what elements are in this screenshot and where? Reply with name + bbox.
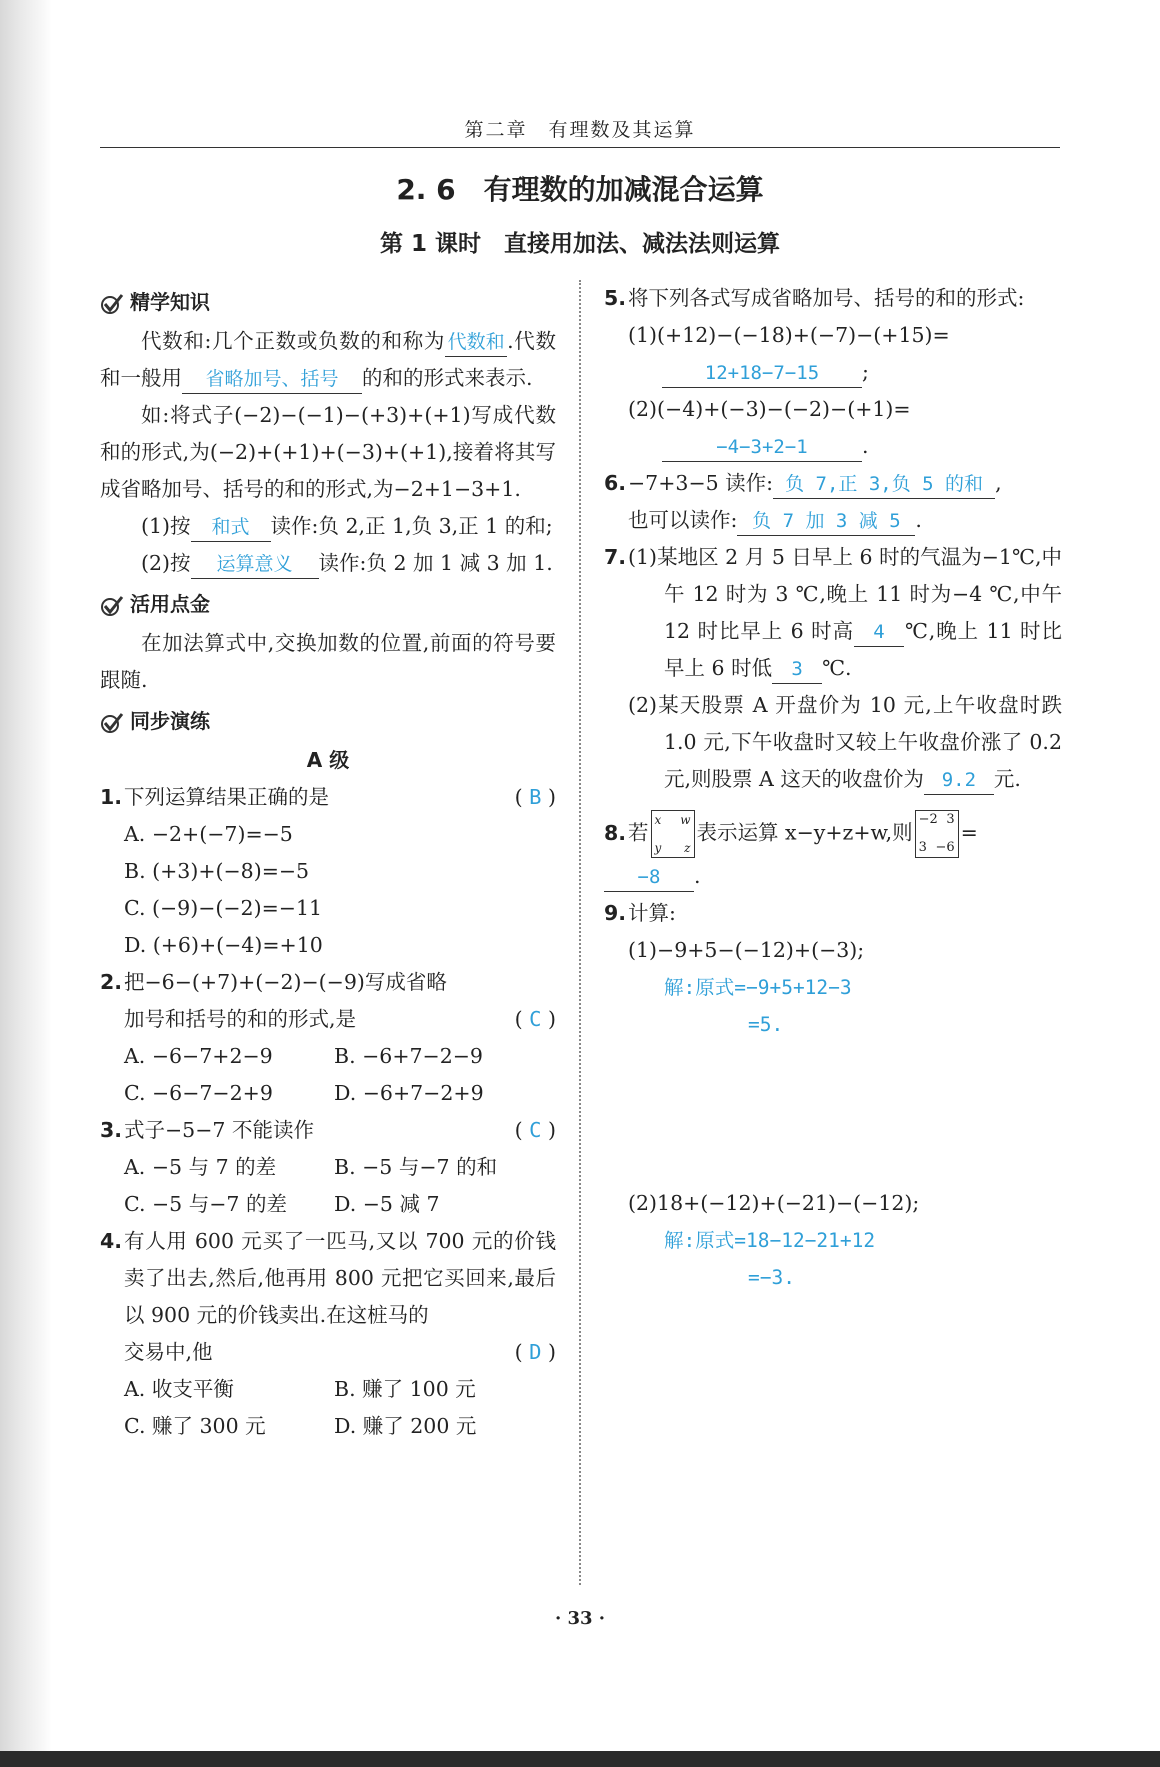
- answer-bracket: ( D ): [514, 1340, 556, 1364]
- operation-box: x w y z: [651, 810, 695, 858]
- knowledge-reading-1: (1)按 和式 读作:负 2,正 1,负 3,正 1 的和;: [100, 508, 556, 545]
- option-row: C. −5 与−7 的差 D. −5 减 7: [124, 1192, 440, 1216]
- knowledge-example: 如:将式子(−2)−(−1)−(+3)+(+1)写成代数和的形式,为(−2)+(+1)+(−3)+(+1),接着将其写成省略加号、括号的和的形式,为−2+1−3+1.: [100, 403, 556, 501]
- question-5-part-1: (1)(+12)−(−18)+(−7)−(+15)=: [628, 323, 950, 347]
- check-badge-icon: [100, 712, 124, 734]
- question-9-part-2: (2)18+(−12)+(−21)−(−12);: [628, 1191, 920, 1215]
- knowledge-definition: 代数和:几个正数或负数的和称为 代数和 .代数和一般用 省略加号、括号 的和的形式来表示.: [100, 323, 556, 397]
- question-1: 1. 下列运算结果正确的是 ( B ): [100, 779, 556, 816]
- answer-blank[interactable]: 省略加号、括号: [182, 365, 362, 394]
- tips-heading: 活用点金: [100, 586, 556, 623]
- solution-line: =−3.: [748, 1266, 795, 1289]
- right-column: [604, 280, 1062, 1296]
- answer-blank[interactable]: 12+18−7−15: [662, 359, 862, 388]
- question-9: 9. 计算:: [604, 901, 676, 925]
- lesson-title: 第 1 课时 直接用加法、减法法则运算: [379, 231, 781, 257]
- option-row: A. 收支平衡 B. 赚了 100 元: [124, 1377, 476, 1401]
- answer-blank[interactable]: 负 7,正 3,负 5 的和: [773, 470, 995, 499]
- number-box: −2 3 3 −6: [915, 810, 959, 858]
- question-8: 8. 若 x w y z 表示运算 x−y+z+w,则 −2 3 3 −6 =: [604, 810, 1062, 858]
- bottom-edge: [0, 1751, 1160, 1767]
- practice-heading: 同步演练: [100, 703, 556, 740]
- question-4: 4. 有人用 600 元买了一匹马,又以 700 元的价钱卖了出去,然后,他再用 800 元把它买回来,最后以 900 元的价钱卖出.在这桩马的: [100, 1229, 556, 1327]
- question-8-answer: −8 .: [604, 858, 1062, 895]
- option: D. (+6)+(−4)=+10: [124, 933, 323, 957]
- knowledge-heading: 精学知识: [100, 284, 556, 321]
- question-5-part-2-answer: −4−3+2−1 .: [604, 428, 1062, 465]
- header-rule: [100, 147, 1060, 148]
- answer-blank[interactable]: 和式: [191, 513, 271, 542]
- solution-line: 解:原式=18−12−21+12: [664, 1229, 876, 1252]
- answer-bracket: ( C ): [514, 1007, 556, 1031]
- page-number: · 33 ·: [554, 1608, 606, 1629]
- question-7: 7. (1)某地区 2 月 5 日早上 6 时的气温为−1℃,中午 12 时为 3 ℃,晚上 11 时为−4 ℃,中午 12 时比早上 6 时高 4 ℃,晚上 11 时比早上 6 时低 3 ℃. (2)某天股票 A 开盘价为 10 元,上午收盘时跌 1.0 元,下午收盘时又较上午收盘价涨了 0.2 元,则股票 A 这天的收盘价为 9.2 元.: [604, 539, 1062, 798]
- section-title: 2. 6 有理数的加减混合运算: [396, 173, 764, 206]
- question-5-part-2: (2)(−4)+(−3)−(−2)−(+1)=: [628, 397, 911, 421]
- answer-blank[interactable]: 负 7 加 3 减 5: [737, 507, 915, 536]
- tips-text: 在加法算式中,交换加数的位置,前面的符号要跟随.: [100, 631, 556, 692]
- question-6-line2: 也可以读作: 负 7 加 3 减 5 .: [604, 502, 1062, 539]
- solution-line: =5.: [748, 1013, 784, 1036]
- level-label: A 级: [306, 748, 350, 772]
- answer-blank[interactable]: 9.2: [924, 766, 994, 795]
- question-3: 3. 式子−5−7 不能读作 ( C ): [100, 1112, 556, 1149]
- question-5-part-1-answer: 12+18−7−15 ;: [604, 354, 1062, 391]
- option-row: A. −5 与 7 的差 B. −5 与−7 的和: [124, 1155, 498, 1179]
- option: C. (−9)−(−2)=−11: [124, 896, 323, 920]
- chapter-header: 第二章 有理数及其运算: [464, 119, 696, 141]
- column-divider: [579, 280, 581, 1585]
- check-badge-icon: [100, 293, 124, 315]
- answer-blank[interactable]: −4−3+2−1: [662, 433, 862, 462]
- answer-bracket: ( C ): [514, 1118, 556, 1142]
- question-9-part-1: (1)−9+5−(−12)+(−3);: [628, 938, 865, 962]
- option-row: C. −6−7−2+9 D. −6+7−2+9: [124, 1081, 484, 1105]
- answer-blank[interactable]: 3: [772, 655, 822, 684]
- solution-line: 解:原式=−9+5+12−3: [664, 976, 852, 999]
- answer-blank[interactable]: −8: [604, 863, 694, 892]
- answer-blank[interactable]: 运算意义: [191, 550, 319, 579]
- option: A. −2+(−7)=−5: [124, 822, 293, 846]
- question-6: 6. −7+3−5 读作: 负 7,正 3,负 5 的和 ,: [604, 465, 1062, 502]
- answer-bracket: ( B ): [514, 785, 556, 809]
- option: B. (+3)+(−8)=−5: [124, 859, 310, 883]
- question-2: 2. 把−6−(+7)+(−2)−(−9)写成省略: [100, 970, 447, 994]
- question-5: 5. 将下列各式写成省略加号、括号的和的形式:: [604, 286, 1025, 310]
- left-column: [100, 280, 556, 1445]
- answer-blank[interactable]: 代数和: [445, 328, 507, 357]
- answer-blank[interactable]: 4: [854, 618, 904, 647]
- option-row: A. −6−7+2−9 B. −6+7−2−9: [124, 1044, 483, 1068]
- book-spine-shadow: [0, 0, 52, 1767]
- question-4-end: 交易中,他 ( D ): [100, 1334, 556, 1371]
- check-badge-icon: [100, 595, 124, 617]
- option-row: C. 赚了 300 元 D. 赚了 200 元: [124, 1414, 477, 1438]
- knowledge-reading-2: (2)按 运算意义 读作:负 2 加 1 减 3 加 1.: [100, 545, 556, 582]
- question-2-line2: 加号和括号的和的形式,是 ( C ): [100, 1001, 556, 1038]
